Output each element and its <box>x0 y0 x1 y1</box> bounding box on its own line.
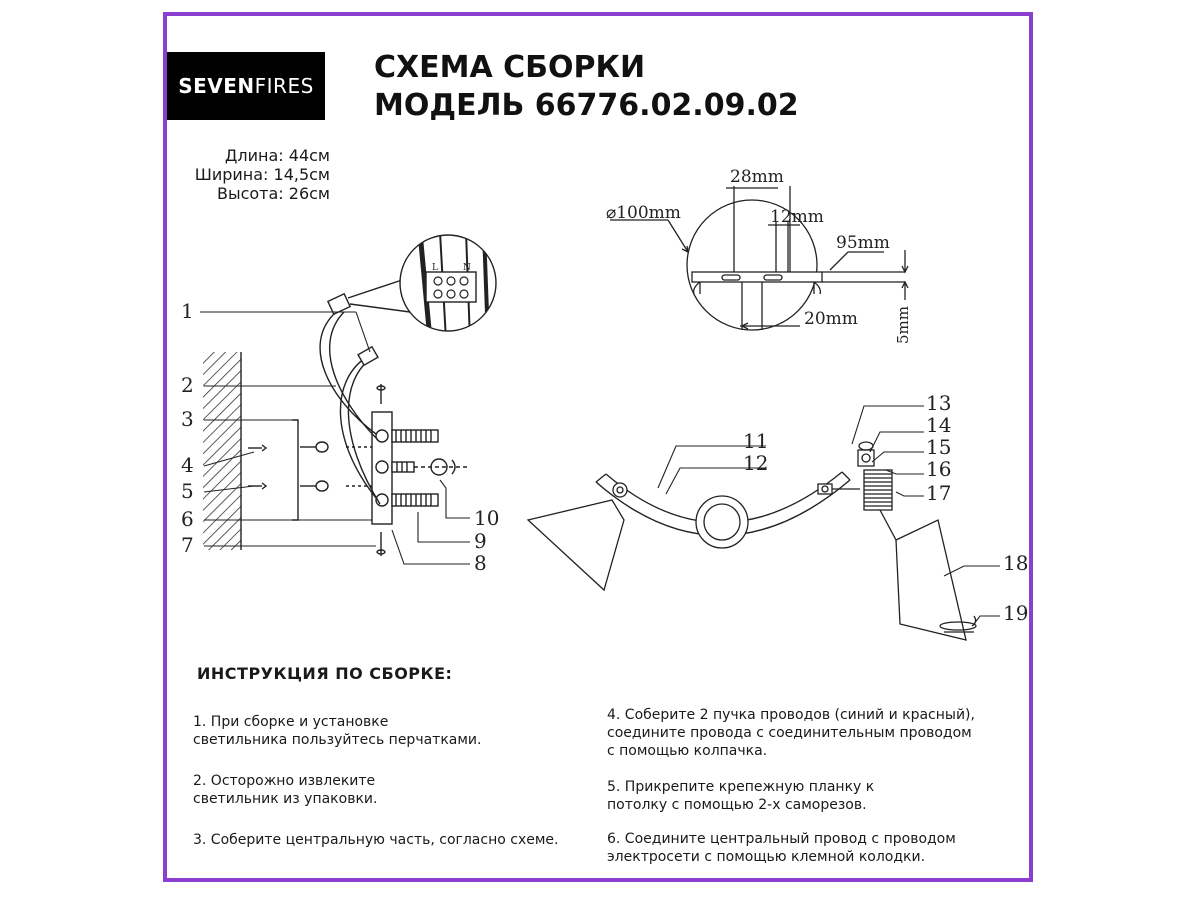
instructions-heading: ИНСТРУКЦИЯ ПО СБОРКЕ: <box>197 664 453 683</box>
dimension-length: Длина: 44см <box>224 146 330 165</box>
threaded-rod-lower <box>392 494 438 506</box>
wire-b <box>330 312 378 440</box>
part-number-7: 7 <box>181 533 194 557</box>
terminal-zoom-detail <box>400 232 496 340</box>
screw-top <box>377 384 385 404</box>
brand-logo-bold: SEVEN <box>178 74 255 98</box>
part-number-4: 4 <box>181 453 194 477</box>
left-joint <box>613 483 627 497</box>
dim-20: 20mm <box>804 309 858 329</box>
part-number-9: 9 <box>474 529 487 553</box>
part-number-19: 19 <box>1003 601 1029 625</box>
part-number-11: 11 <box>743 429 769 453</box>
dimension-height: Высота: 26см <box>216 184 330 203</box>
threaded-rod-middle <box>392 462 414 472</box>
model-title: МОДЕЛЬ 66776.02.09.02 <box>374 88 799 123</box>
part-number-2: 2 <box>181 373 194 397</box>
part-number-10: 10 <box>474 506 500 530</box>
brand-logo-light: FIRES <box>254 74 314 98</box>
part-number-13: 13 <box>926 391 952 415</box>
instruction-step-2: 2. Осторожно извлеките светильник из упаковки. <box>193 773 378 807</box>
wire-c <box>340 356 376 498</box>
part-number-12: 12 <box>743 451 769 475</box>
instruction-step-4: 4. Соберите 2 пучка проводов (синий и красный), соедините провода с соединительным проводом с помощью колпачка. <box>607 707 975 759</box>
dowel-upper <box>300 442 328 452</box>
dim-95: 95mm <box>836 233 890 253</box>
part-number-17: 17 <box>926 481 952 505</box>
part-number-5: 5 <box>181 479 194 503</box>
threaded-rod-upper <box>392 430 438 442</box>
part-number-16: 16 <box>926 457 952 481</box>
left-shade <box>528 500 624 590</box>
screw-bottom <box>377 532 385 556</box>
instruction-step-1: 1. При сборке и установке светильника пользуйтесь перчатками. <box>193 714 482 748</box>
part-number-3: 3 <box>181 407 194 431</box>
dim-28: 28mm <box>730 167 784 187</box>
terminal-label-l: L <box>432 263 438 273</box>
part-number-8: 8 <box>474 551 487 575</box>
dowel-lower <box>300 481 328 491</box>
wire-cap <box>358 347 378 365</box>
dimension-width: Ширина: 14,5см <box>194 165 330 184</box>
instruction-step-6: 6. Соедините центральный провод с проводом электросети с помощью клемной колодки. <box>607 831 956 865</box>
socket-nut <box>858 450 874 466</box>
instruction-step-5: 5. Прикрепите крепежную планку к потолку с помощью 2-х саморезов. <box>607 779 875 813</box>
dim-diameter-100: ⌀100mm <box>606 203 681 223</box>
page-title: СХЕМА СБОРКИ <box>374 50 646 85</box>
part-number-18: 18 <box>1003 551 1029 575</box>
part-number-6: 6 <box>181 507 194 531</box>
screw-upper <box>248 445 266 451</box>
bracket-brace <box>292 420 298 520</box>
part-number-15: 15 <box>926 435 952 459</box>
instruction-step-3: 3. Соберите центральную часть, согласно схеме. <box>193 832 559 848</box>
terminal-label-n: N <box>463 263 471 273</box>
socket-ring <box>859 442 873 450</box>
dim-12: 12mm <box>770 207 824 227</box>
part-number-1: 1 <box>181 299 194 323</box>
part-number-14: 14 <box>926 413 952 437</box>
dim-5: 5mm <box>894 306 912 344</box>
terminal-block-small <box>328 294 350 314</box>
